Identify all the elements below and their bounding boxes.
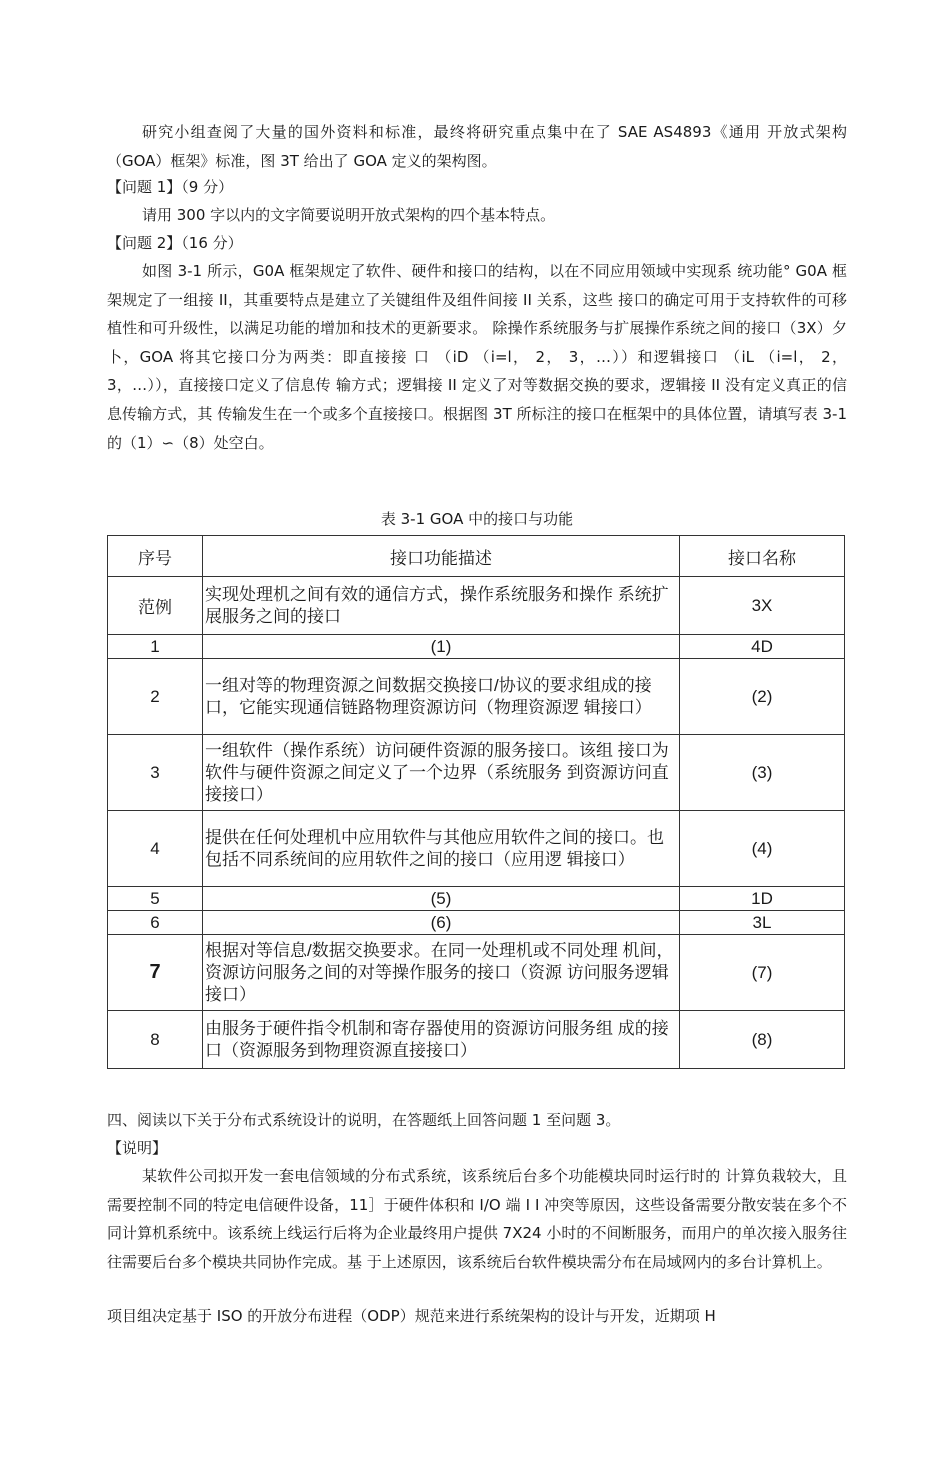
table-row	[108, 935, 845, 1011]
row-name: (8)	[680, 1011, 845, 1069]
row-no: 范例	[108, 577, 203, 635]
question-2-title: 【问题 2】（16 分）	[107, 234, 243, 252]
table-row	[108, 577, 845, 635]
section-4-paragraph-1: 某软件公司拟开发一套电信领域的分布式系统，该系统后台多个功能模块同时运行时的 计算负栽较大，且需要控制不同的特定电信硬件设备，11］于硬件体积和 I/O 端 I I 冲突等原因，这些设备需要分散安装在多个不同计算机系统中。该系统上线运行后将为企业最终用户提供 7X24 小时的不间断服务，而用户的单次接入服务往往需要后台多个模块共同协作完成。基 于上述原因，该系统后台软件模块需分布在局域网内的多台计算机上。	[107, 1167, 847, 1271]
row-desc: 一组对等的物理资源之间数据交换接口/协议的要求组成的接口，它能实现通信链路物理资源访问（物理资源逻 辑接口）	[203, 659, 680, 735]
row-desc: (5)	[203, 887, 680, 911]
row-no: 7	[108, 935, 203, 1011]
row-desc: 由服务于硬件指令机制和寄存器使用的资源访问服务组 成的接口（资源服务到物理资源直接接口）	[203, 1011, 680, 1069]
row-desc: (6)	[203, 911, 680, 935]
header-no: 序号	[108, 536, 203, 577]
header-desc: 接口功能描述	[203, 536, 680, 577]
row-no: 2	[108, 659, 203, 735]
row-desc: 提供在任何处理机中应用软件与其他应用软件之间的接口。也包括不同系统间的应用软件之间的接口（应用逻 辑接口）	[203, 811, 680, 887]
table-row	[108, 887, 845, 911]
table-row	[108, 659, 845, 735]
row-name: 1D	[680, 887, 845, 911]
row-desc: 根据对等信息/数据交换要求。在同一处理机或不同处理 机间，资源访问服务之间的对等操作服务的接口（资源 访问服务逻辑接口）	[203, 935, 680, 1011]
table-caption: 表 3-1 GOA 中的接口与功能	[380, 510, 574, 528]
table-row	[108, 811, 845, 887]
table-row	[108, 735, 845, 811]
row-name: (2)	[680, 659, 845, 735]
row-no: 6	[108, 911, 203, 935]
section-4-paragraph-2: 项目组决定基于 ISO 的开放分布进程（ODP）规范来进行系统架构的设计与开发，近期项 H	[107, 1307, 716, 1325]
interface-table	[107, 535, 845, 1069]
table-row	[108, 911, 845, 935]
row-desc: 实现处理机之间有效的通信方式，操作系统服务和操作 系统扩展服务之间的接口	[203, 577, 680, 635]
section-4-heading: 四、阅读以下关于分布式系统设计的说明，在答题纸上回答问题 1 至问题 3。	[107, 1111, 621, 1129]
question-2-text: 如图 3-1 所示，G0A 框架规定了软件、硬件和接口的结构，以在不同应用领域中实现系 统功能° G0A 框架规定了一组接 II，其重要特点是建立了关键组件及组件间接 II 关系，这些 接口的确定可用于支持软件的可移植性和可升级性，以满足功能的增加和技术的更新要求。 除操作系统服务与扩展操作系统之间的接口（3X）夕卜，GOA 将其它接口分为两类：即直接接 口 （iD （i=l， 2， 3，…））和逻辑接口 （iL （i=l， 2， 3，…）），直接接口定义了信息传 输方式；逻辑接 II 定义了对等数据交换的要求，逻辑接 II 没有定义真正的信息传输方式，其 传输发生在一个或多个直接接口。根据图 3T 所标注的接口在框架中的具体位置，请填写表 3-1 的（1）∽（8）处空白。	[107, 262, 847, 452]
row-name: 3L	[680, 911, 845, 935]
table-header-row	[108, 536, 845, 577]
row-desc: (1)	[203, 635, 680, 659]
question-1-title: 【问题 1】（9 分）	[107, 178, 234, 196]
row-name: 4D	[680, 635, 845, 659]
row-name: (3)	[680, 735, 845, 811]
header-name: 接口名称	[680, 536, 845, 577]
explain-title: 【说明】	[107, 1139, 168, 1157]
table-row	[108, 1011, 845, 1069]
row-no: 3	[108, 735, 203, 811]
row-desc: 一组软件（操作系统）访问硬件资源的服务接口。该组 接口为软件与硬件资源之间定义了一个边界（系统服务 到资源访问直接接口）	[203, 735, 680, 811]
intro-paragraph: 研究小组查阅了大量的国外资料和标准，最终将研究重点集中在了 SAE AS4893《通用 开放式架构（GOA）框架》标准，图 3T 给出了 GOA 定义的架构图。	[107, 123, 847, 170]
row-name: 3X	[680, 577, 845, 635]
row-name: (4)	[680, 811, 845, 887]
row-no: 1	[108, 635, 203, 659]
row-name: (7)	[680, 935, 845, 1011]
question-1-text: 请用 300 字以内的文字简要说明开放式架构的四个基本特点。	[142, 206, 556, 224]
row-no: 8	[108, 1011, 203, 1069]
table-row	[108, 635, 845, 659]
row-no: 5	[108, 887, 203, 911]
row-no: 4	[108, 811, 203, 887]
